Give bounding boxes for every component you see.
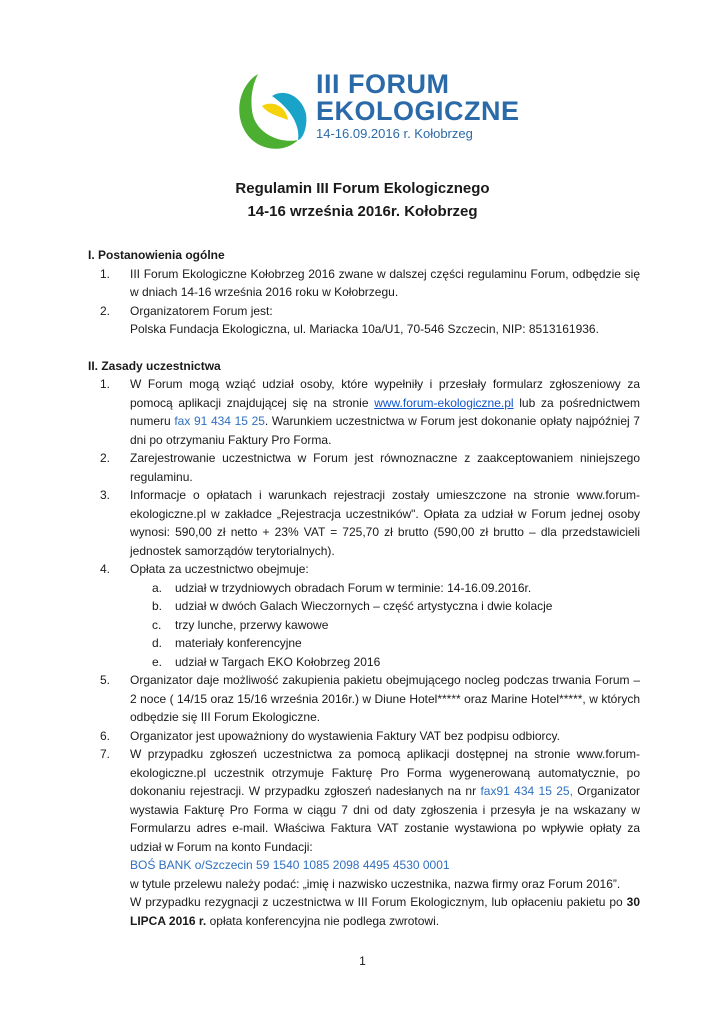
item-text: opłata konferencyjna nie podlega zwrotowi. — [206, 913, 440, 928]
list-item — [88, 671, 640, 727]
sub-item-letter: e. — [152, 654, 163, 669]
deadline-date: 30 LIPCA 2016 r. — [130, 895, 640, 928]
item-text: Opłata za uczestnictwo obejmuje: — [130, 562, 309, 576]
item-text: W Forum mogą wziąć udział osoby, które wypełniły i przesłały formularz zgłoszeniowy za pomocą aplikacji znajdującej się na stronie — [130, 377, 640, 410]
transfer-title-note: w tytule przelewu należy podać: „imię i nazwisko uczestnika, nazwa firmy oraz Forum 2016”. — [130, 876, 621, 891]
item-text: Zarejestrowanie uczestnictwa w Forum jest równoznaczne z zaakceptowaniem niniejszego regulaminu. — [130, 451, 640, 484]
item-text: W przypadku rezygnacji z uczestnictwa w III Forum Ekologicznym, lub opłaceniu pakietu po — [130, 895, 627, 909]
item-number: 2. — [100, 303, 111, 318]
document-subtitle: 14-16 września 2016r. Kołobrzeg — [247, 203, 478, 220]
item-text: Organizatorem Forum jest: — [130, 303, 273, 318]
logo-date-place: 14-16.09.2016 r. Kołobrzeg — [316, 126, 473, 141]
sub-item-text: udział w dwóch Galach Wieczornych – część artystyczna i dwie kolacje — [175, 599, 553, 613]
general-provisions-list — [88, 265, 640, 339]
organizer-address: Polska Fundacja Ekologiczna, ul. Mariacka 10a/U1, 70-546 Szczecin, NIP: 8513161936. — [130, 322, 599, 336]
leaf-logo-icon — [228, 66, 318, 156]
item-text: Informacje o opłatach i warunkach rejestracji zostały umieszczone na stronie www.forum-ekologiczne.pl w zakładce „Rejestracja uczestników". Opłata za udział w Forum jednej osoby wynosi: 590,00 zł netto + 23% VAT = 725,70 zł brutto (590,00 zł brutto – dla przedstawicieli jednostek samorządów terytorialnych). — [130, 488, 640, 558]
sub-item-letter: c. — [152, 617, 162, 632]
sub-item-letter: a. — [152, 580, 163, 595]
item-number: 5. — [100, 673, 111, 687]
sub-list-item — [130, 616, 640, 635]
sub-item-letter: d. — [152, 636, 163, 650]
fax-number: fax 91 434 15 25 — [174, 414, 265, 428]
item-text: Organizator wystawia Fakturę Pro Forma w ciągu 7 dni od daty zgłoszenia i przesyła je na wskazany w Formularzu adres e-mail. Właściwa Faktura VAT zostanie wystawiona po wpływie opłaty za udział w Forum na konto Fundacji: — [130, 784, 640, 854]
participation-rules-list — [88, 375, 640, 930]
item-text: W przypadku zgłoszeń uczestnictwa za pomocą aplikacji dostępnej na stronie www.forum-ekologiczne.pl uczestnik otrzymuje Fakturę Pro Forma wygenerowaną automatycznie, po dokonaniu rejestracji. W przypadku zgłoszeń nadesłanych na nr — [130, 747, 640, 798]
bank-account: BOŚ BANK o/Szczecin 59 1540 1085 2098 4495 4530 0001 — [130, 858, 450, 872]
section-heading-general: I. Postanowienia ogólne — [88, 248, 225, 262]
item-number: 4. — [100, 562, 111, 576]
list-item — [88, 375, 640, 449]
sub-list-item — [130, 634, 640, 653]
sub-item-text: materiały konferencyjne — [175, 636, 302, 650]
document-title: Regulamin III Forum Ekologicznego — [235, 180, 490, 197]
list-item — [88, 265, 640, 302]
sub-list-item — [130, 597, 640, 616]
item-number: 1. — [100, 377, 111, 391]
item-text: Organizator jest upoważniony do wystawienia Faktury VAT bez podpisu odbiorcy. — [130, 728, 560, 743]
page-number: 1 — [359, 954, 366, 968]
logo-text — [316, 70, 520, 142]
list-item — [88, 486, 640, 560]
sub-item-text: udział w trzydniowych obradach Forum w terminie: 14-16.09.2016r. — [175, 580, 532, 595]
list-item — [88, 560, 640, 671]
item-text: III Forum Ekologiczne Kołobrzeg 2016 zwane w dalszej części regulaminu Forum, odbędzie się w dniach 14-16 września 2016 roku w Kołobrzegu. — [130, 266, 640, 299]
item-number: 3. — [100, 488, 111, 502]
item-text: Organizator daje możliwość zakupienia pakietu obejmującego nocleg podczas trwania Forum – 2 noce ( 14/15 oraz 15/16 września 2016r.) w Diune Hotel***** oraz Marine Hotel*****, w których odbędzie się III Forum Ekologiczne. — [130, 673, 640, 724]
item-number: 7. — [100, 747, 111, 761]
sub-item-text: udział w Targach EKO Kołobrzeg 2016 — [175, 654, 381, 669]
list-item — [88, 302, 640, 339]
list-item — [88, 727, 640, 746]
sub-list-item — [130, 579, 640, 598]
item-text: . Warunkiem uczestnictwa w Forum jest dokonanie opłaty najpóźniej 7 dni po otrzymaniu Faktury Pro Forma. — [130, 414, 640, 447]
fax-number: fax91 434 15 25, — [480, 784, 573, 798]
item-number: 1. — [100, 266, 111, 281]
sub-item-letter: b. — [152, 599, 163, 613]
resignation-note — [130, 893, 640, 930]
item-number: 2. — [100, 451, 111, 465]
item-text: lub za pośrednictwem numeru — [130, 395, 640, 428]
forum-website-link[interactable]: www.forum-ekologiczne.pl — [374, 395, 514, 410]
section-heading-participation: II. Zasady uczestnictwa — [88, 358, 221, 373]
sub-list-item — [130, 653, 640, 672]
logo-title-line1: III FORUM — [316, 69, 450, 99]
list-item — [88, 745, 640, 930]
forum-logo — [228, 66, 520, 156]
item-number: 6. — [100, 728, 111, 743]
logo-title-line2: EKOLOGICZNE — [316, 96, 520, 126]
list-item — [88, 449, 640, 486]
fee-includes-list — [130, 579, 640, 672]
sub-item-text: trzy lunche, przerwy kawowe — [175, 617, 329, 632]
document-body — [88, 246, 640, 930]
